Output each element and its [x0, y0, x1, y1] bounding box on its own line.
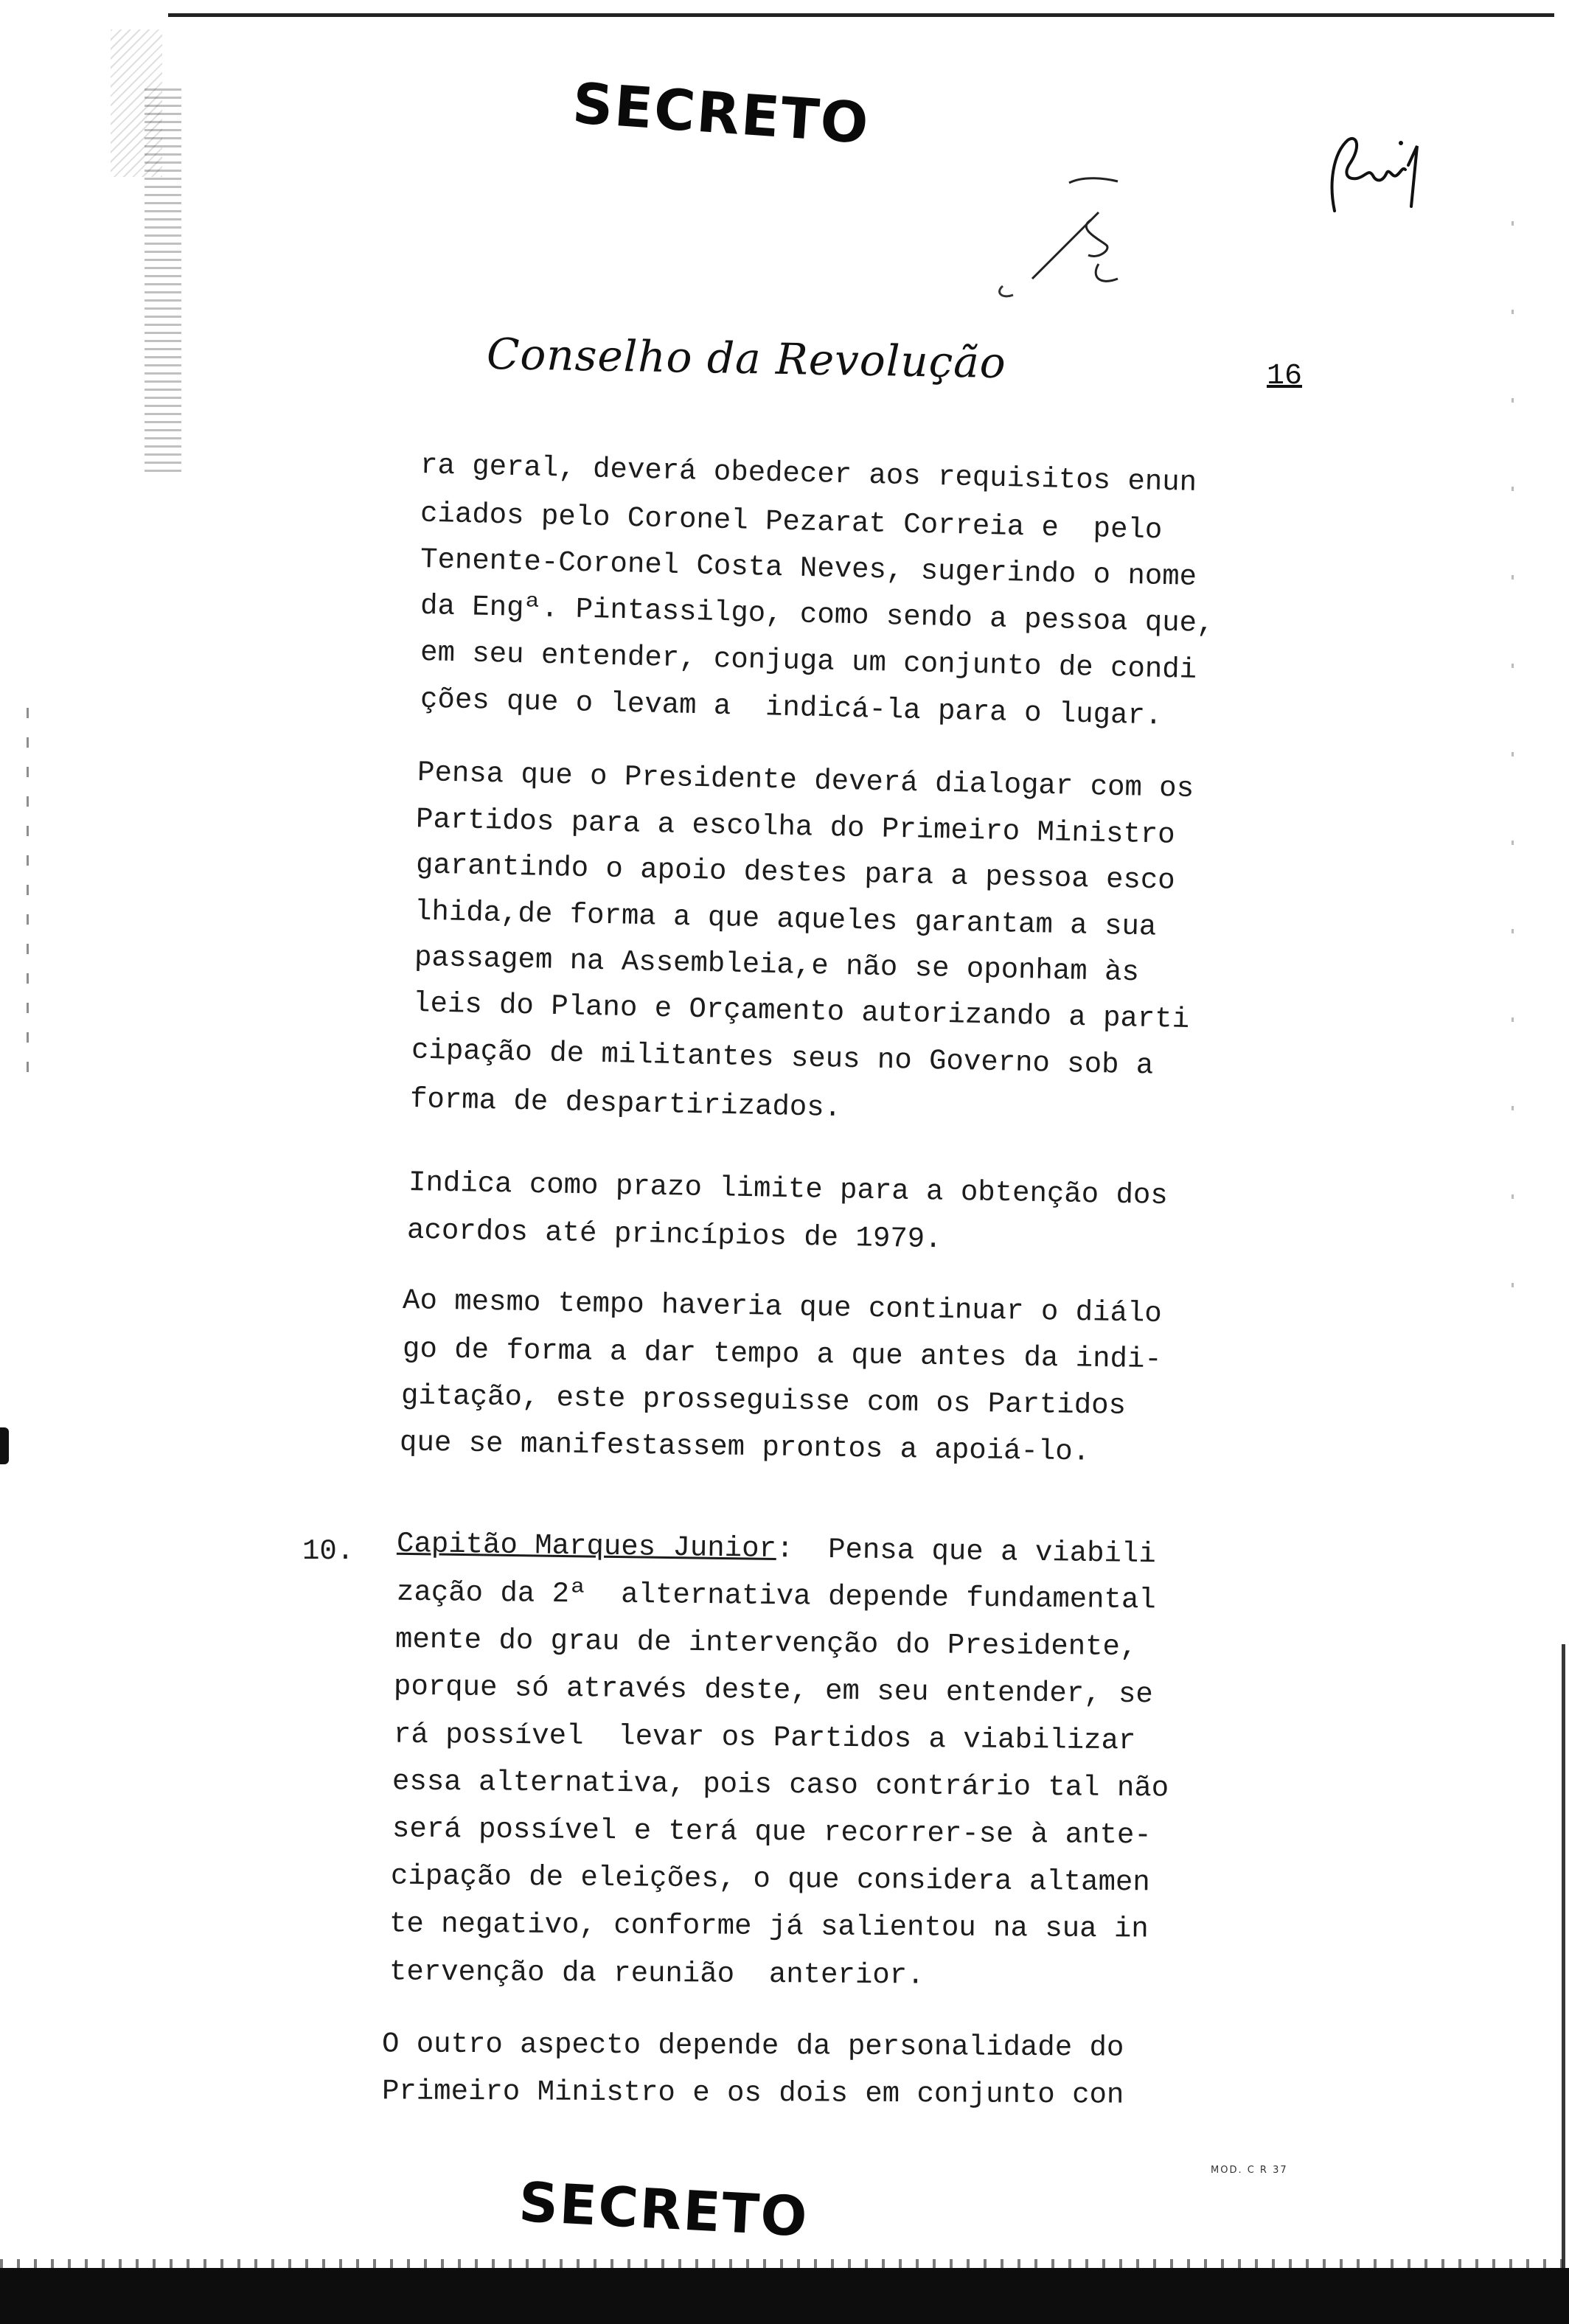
text-line: mente do grau de intervenção do Presidente, — [394, 1623, 1138, 1664]
item-first-line — [396, 1527, 1157, 1571]
scan-right-dashes — [1511, 221, 1514, 1327]
scan-left-dashes — [27, 708, 29, 1076]
text-line: ciados pelo Coronel Pezarat Correia e pelo — [420, 497, 1163, 547]
text-line: te negativo, conforme já salientou na sua in — [389, 1907, 1149, 1946]
text-line: zação da 2ª alternativa depende fundamental — [396, 1576, 1156, 1617]
handwritten-pen-mark — [988, 168, 1135, 301]
secret-stamp-top: SECRETO — [570, 70, 872, 156]
scan-left-blot — [0, 1427, 9, 1464]
text-line: será possível e terá que recorrer-se à ante- — [392, 1812, 1152, 1852]
scan-speckle-left — [145, 88, 181, 472]
text-line: Indica como prazo limite para a obtenção dos — [408, 1166, 1169, 1212]
text-line: rá possível levar os Partidos a viabilizar — [393, 1718, 1136, 1758]
item-number: 10. — [302, 1535, 355, 1568]
scan-top-rule — [168, 13, 1554, 17]
page-number: 16 — [1267, 360, 1303, 393]
text-line: O outro aspecto depende da personalidade do — [381, 2028, 1124, 2064]
text-line: porque só através deste, em seu entender, se — [393, 1670, 1153, 1711]
text-line: gitação, este prosseguisse com os Partidos — [400, 1380, 1127, 1422]
text-line: Pensa que o Presidente deverá dialogar com os — [417, 756, 1194, 806]
text-line: Primeiro Ministro e os dois em conjunto con — [381, 2075, 1124, 2112]
form-code: MOD. C R 37 — [1211, 2165, 1288, 2176]
text-line: em seu entender, conjuga um conjunto de condi — [420, 636, 1197, 686]
text-line: tervenção da reunião anterior. — [389, 1955, 925, 1992]
text-line: garantindo o apoio destes para a pessoa esco — [415, 849, 1176, 897]
text-line: que se manifestassem prontos a apoiá-lo. — [399, 1426, 1090, 1469]
text-line: passagem na Assembleia,e não se oponham às — [414, 941, 1140, 989]
item-first-line-text: : Pensa que a viabili — [776, 1533, 1157, 1571]
scan-right-edge — [1562, 1644, 1565, 2323]
letterhead-title: Conselho da Revolução — [486, 328, 1007, 389]
secret-stamp-bottom: SECRETO — [517, 2171, 810, 2250]
handwritten-initials-mark — [1314, 124, 1432, 227]
text-line: Partidos para a escolha do Primeiro Ministro — [415, 803, 1176, 852]
scan-bottom-band — [0, 2268, 1569, 2324]
text-line: acordos até princípios de 1979. — [406, 1214, 942, 1256]
text-line: essa alternativa, pois caso contrário tal não — [392, 1765, 1169, 1805]
text-line: lhida,de forma a que aqueles garantam a sua — [414, 895, 1157, 944]
text-line: leis do Plano e Orçamento autorizando a parti — [412, 987, 1190, 1037]
text-line: Ao mesmo tempo haveria que continuar o diálo — [402, 1284, 1163, 1330]
text-line: ções que o levam a indicá-la para o lugar. — [420, 683, 1163, 733]
text-line: forma de despartirizados. — [409, 1082, 842, 1125]
text-line: cipação de eleições, o que considera altamen — [390, 1859, 1150, 1899]
text-line: cipação de militantes seus no Governo sob a — [411, 1034, 1154, 1082]
text-line: da Engª. Pintassilgo, como sendo a pessoa que, — [420, 589, 1214, 641]
text-line: ra geral, deverá obedecer aos requisitos enun — [420, 449, 1197, 499]
speaker-name: Capitão Marques Junior — [396, 1527, 777, 1565]
text-line: Tenente-Coronel Costa Neves, sugerindo o nome — [420, 543, 1197, 594]
text-line: go de forma a dar tempo a que antes da indi- — [402, 1332, 1163, 1377]
